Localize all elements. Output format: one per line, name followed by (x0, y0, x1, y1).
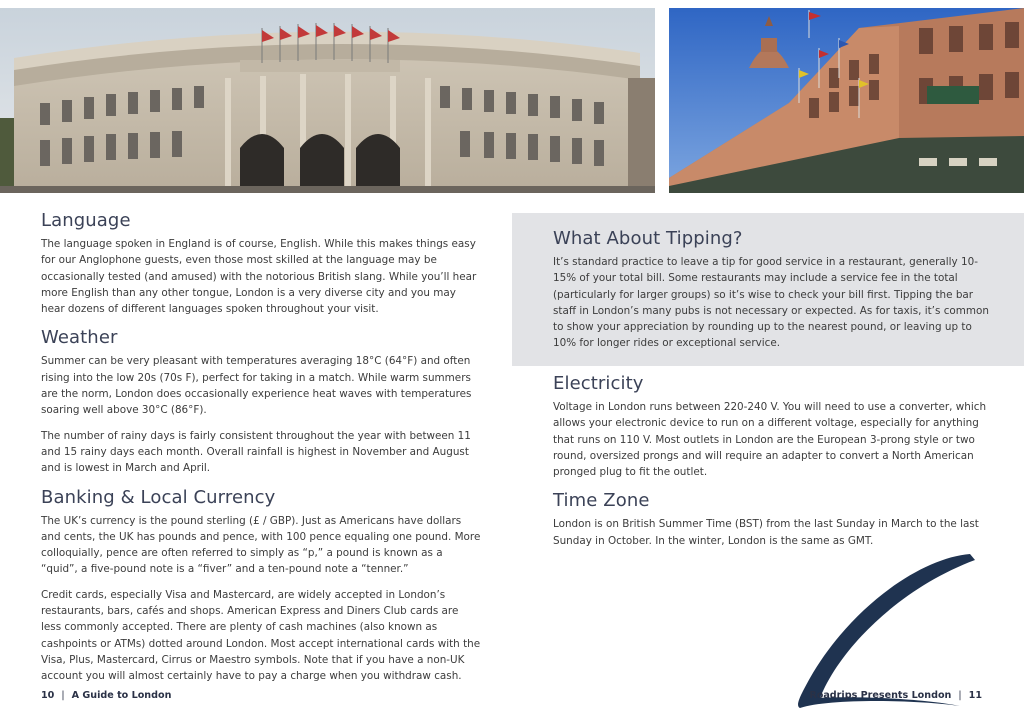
tipping-paragraph-1: It’s standard practice to leave a tip for good service in a restaurant, generally 10-15% of your total bill. Some restaurants may include a service fee in the total (particularly for larger groups) so it’s wise to check your bill first. Tipping the bar staff in London’s many pubs is not necessary or expected. As for taxis, it’s common to show your appreciation by rounding up to the nearest pound, or leaving up to 10% for longer rides or exceptional service. (553, 256, 989, 350)
weather-section (41, 326, 481, 476)
electricity-heading: Electricity (553, 373, 644, 394)
tipping-sidebar (512, 213, 1024, 366)
left-page-title: A Guide to London (71, 690, 172, 701)
left-page-number: 10 (41, 690, 55, 701)
footer-separator-left: | (61, 690, 65, 701)
harrods-building-photo (669, 8, 1024, 193)
admiralty-arch-photo (0, 8, 655, 193)
weather-heading: Weather (41, 327, 118, 349)
footer-right (809, 690, 982, 701)
banking-paragraph-1: The UK’s currency is the pound sterling (£ / GBP). Just as Americans have dollars and cents, the UK has pounds and pence, with 100 pence equaling one pound. More colloquially, pence are often referred to simply as “p,” a pound is known as a “quid”, a five-pound note is a “fiver” and a ten-pound note a “tenner.” (41, 514, 481, 576)
banking-paragraph-2: Credit cards, especially Visa and Mastercard, are widely accepted in London’s restaurants, bars, cafés and shops. American Express and Diners Club cards are less commonly accepted. There are plenty of cash machines (also known as cashpoints or ATMs) dotted around London. Most accept international cards with the Visa, Plus, Mastercard, Cirrus or Maestro symbols. Note that if you have a non-UK account you will almost certainly have to pay a charge when you withdraw cash. (41, 588, 481, 683)
electricity-paragraph-1: Voltage in London runs between 220-240 V. You will need to use a converter, which allows your electronic device to run on a different voltage, especially for anything that runs on 110 V. Most outlets in London are the European 3-prong style or two round, oversized prongs and will require an adapter to convert a North American pronged plug to fit the outlet. (553, 401, 987, 479)
timezone-heading: Time Zone (553, 490, 650, 512)
footer-separator-right: | (958, 690, 962, 701)
timezone-paragraph-1: London is on British Summer Time (BST) from the last Sunday in March to the last Sunday in October. In the winter, London is the same as GMT. (553, 518, 979, 547)
right-column (553, 372, 993, 558)
right-page-title: Roadrips Presents London (809, 690, 952, 701)
language-paragraph-1: The language spoken in England is of course, English. While this makes things easy for our Anglophone guests, even those most skilled at the language may be occasionally tested (and amused) with the notorious British slang. While you’ll hear more English than any other tongue, London is a very diverse city and you may hear dozens of different languages spoken throughout your visit. (41, 238, 477, 316)
weather-paragraph-1: Summer can be very pleasant with temperatures averaging 18°C (64°F) and often rising into the low 20s (70s F), perfect for taking in a match. While warm summers are the norm, London does occasionally experience heat waves with temperatures soaring well above 30°C (86°F). (41, 355, 472, 417)
language-heading: Language (41, 210, 131, 231)
right-page-number: 11 (968, 690, 982, 701)
banking-section (41, 486, 481, 685)
tipping-section (553, 227, 993, 361)
electricity-section (553, 372, 993, 480)
footer-left (41, 690, 171, 701)
left-column (41, 209, 481, 694)
brand-swoosh-icon (770, 548, 985, 713)
language-section (41, 209, 481, 317)
banking-heading: Banking & Local Currency (41, 486, 276, 508)
weather-paragraph-2: The number of rainy days is fairly consistent throughout the year with between 11 and 15 rainy days each month. Overall rainfall is highest in November and August and is lowest in March and April. (41, 429, 471, 475)
tipping-heading: What About Tipping? (553, 228, 743, 249)
timezone-section (553, 489, 993, 549)
